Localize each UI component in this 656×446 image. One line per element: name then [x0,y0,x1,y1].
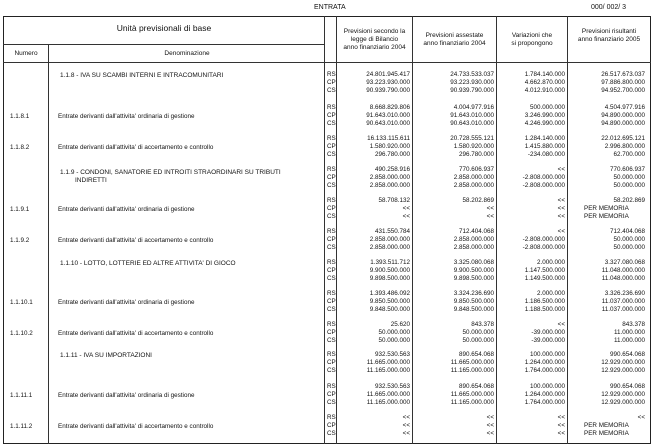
header-unita: Unità previsionali di base [116,23,212,33]
row-type-cs: CS [327,275,336,283]
row-type-cp: CP [327,359,336,367]
cell-value: << [557,414,565,421]
cell-value: 2.858.000.000 [369,236,410,244]
cell-value: 1.149.500.000 [524,275,565,283]
row-type-cp: CP [327,112,336,120]
cell-value: 500.000.000 [529,104,565,111]
cell-value: 712.404.068 [458,228,494,235]
cell-value: 16.133.115.611 [367,135,410,142]
cell-value: 1.393.511.712 [370,259,410,266]
cell-value: 9.898.500.000 [453,275,494,283]
cell-value: 50.000.000 [613,174,645,182]
cell-value: << [402,414,410,421]
row-heading-cont: INDIRETTI [75,177,107,184]
cell-value: 58.202.869 [613,197,645,204]
cell-value: 1.415.880.000 [524,143,565,151]
header-variazioni: Variazioni che si propongono [511,32,553,47]
row-type-cp: CP [327,391,336,399]
row-heading: 1.1.10 - LOTTO, LOTTERIE ED ALTRE ATTIVITA' DI GIOCO [60,260,236,267]
row-description: Entrate derivanti dall'attivita' di accertamento e controllo [58,423,214,430]
row-heading: 1.1.9 - CONDONI, SANATORIE ED INTROITI STRAORDINARI SU TRIBUTI [60,169,281,176]
cell-value: 58.202.869 [462,197,494,204]
cell-value: 3.327.080.068 [604,259,645,266]
cell-value: 3.326.236.690 [604,290,645,297]
row-type-rs: RS [327,104,336,111]
row-type-rs: RS [327,351,336,358]
cell-value: 1.188.500.000 [524,306,565,314]
cell-value: 11.665.000.000 [366,359,410,367]
cell-value: -2.808.000.000 [522,244,565,252]
header-bottom-line [3,62,651,63]
cell-value: 93.223.930.000 [450,79,494,87]
cell-value: << [557,228,565,235]
row-number: 1.1.11.2 [10,423,33,430]
row-type-cp: CP [327,174,336,182]
cell-value: << [402,430,410,438]
cell-value: << [557,197,565,204]
cell-value: -2.808.000.000 [522,174,565,182]
row-type-rs: RS [327,383,336,390]
row-type-cs: CS [327,337,336,345]
cell-value: << [402,422,410,430]
cell-value: 843.378 [622,321,645,328]
cell-value: 97.886.800.000 [601,79,645,87]
row-number: 1.1.10.2 [10,330,33,337]
cell-value: 2.858.000.000 [453,174,494,182]
cell-value: 50.000.000 [378,329,410,337]
cell-value: << [486,414,494,421]
cell-value: 2.996.800.000 [604,143,645,151]
cell-value: 24.733.533.037 [450,71,494,78]
cell-value: -2.808.000.000 [522,236,565,244]
row-number: 1.1.11.1 [10,392,33,399]
row-type-cs: CS [327,120,336,128]
row-type-rs: RS [327,71,336,78]
cell-value: 1.284.140.000 [524,135,565,142]
cell-value: 12.929.000.000 [601,399,645,407]
cell-value: 4.004.977.916 [453,104,494,111]
row-number: 1.1.8.1 [10,113,30,120]
row-type-rs: RS [327,321,336,328]
row-type-rs: RS [327,197,336,204]
cell-value: 24.801.945.417 [366,71,410,78]
header-prev-risultanti: Previsioni risultanti anno finanziario 2005 [577,28,641,43]
row-type-cs: CS [327,151,336,159]
row-type-cs: CS [327,244,336,252]
cell-value: -39.000.000 [531,329,565,337]
row-type-cp: CP [327,143,336,151]
cell-value: -2.808.000.000 [522,182,565,190]
row-description: Entrate derivanti dall'attivita' di accertamento e controllo [58,144,214,151]
header-numero: Numero [14,50,38,57]
cell-value: 2.858.000.000 [453,182,494,190]
row-description: Entrate derivanti dall'attivita' ordinaria di gestione [58,206,195,213]
cell-value: 2.858.000.000 [453,244,494,252]
cell-value: << [486,430,494,438]
row-type-rs: RS [327,135,336,142]
cell-value: 3.325.080.068 [453,259,494,266]
row-number: 1.1.8.2 [10,144,30,151]
cell-value: 490.258.916 [374,166,410,173]
cell-value: 94.890.000.000 [601,120,645,128]
cell-value: 50.000.000 [378,337,410,345]
cell-value: 4.246.990.000 [524,120,565,128]
cell-value: 296.780.000 [458,151,494,159]
cell-value-memoria: PER MEMORIA [584,430,629,438]
cell-value: 50.000.000 [462,337,494,345]
cell-value: 50.000.000 [613,244,645,252]
row-type-cp: CP [327,267,336,275]
cell-value: 50.000.000 [613,236,645,244]
cell-value-memoria: PER MEMORIA [584,205,629,213]
cell-value: 9.900.500.000 [453,267,494,275]
row-type-cs: CS [327,367,336,375]
cell-value: 9.848.500.000 [453,306,494,314]
cell-value: 1.580.920.000 [369,143,410,151]
cell-value: 932.530.563 [374,383,410,390]
cell-value-memoria: PER MEMORIA [584,422,629,430]
cell-value: 770.606.937 [458,166,494,173]
cell-value: 12.929.000.000 [601,391,645,399]
row-type-cs: CS [327,87,336,95]
cell-value: 22.012.695.121 [601,135,645,142]
cell-value: 712.404.068 [609,228,645,235]
row-type-cp: CP [327,205,336,213]
row-type-cs: CS [327,182,336,190]
cell-value: 94.952.700.000 [601,87,645,95]
cell-value: 431.550.784 [374,228,410,235]
cell-value: 50.000.000 [613,182,645,190]
cell-value: 25.620 [390,321,410,328]
cell-value: 9.850.500.000 [369,298,410,306]
cell-value: << [486,213,494,221]
cell-value: 91.643.010.000 [366,112,410,120]
cell-value: 62.700.000 [613,151,645,159]
cell-value: 11.665.000.000 [450,359,494,367]
cell-value: 90.939.790.000 [366,87,410,95]
header-prev-bilancio: Previsioni secondo la legge di Bilancio anno finanziario 2004 [343,28,406,51]
cell-value-memoria: PER MEMORIA [584,213,629,221]
row-description: Entrate derivanti dall'attivita' di accertamento e controllo [58,330,214,337]
column-divider [567,16,568,444]
cell-value: 26.517.673.037 [601,71,645,78]
cell-value: 4.662.870.000 [524,79,565,87]
cell-value: << [557,205,565,213]
cell-value: 890.654.068 [458,351,494,358]
page-title: ENTRATA [314,4,346,11]
cell-value: 843.378 [471,321,494,328]
row-type-cs: CS [327,306,336,314]
row-type-cs: CS [327,399,336,407]
cell-value: 2.858.000.000 [369,182,410,190]
cell-value: 2.858.000.000 [369,174,410,182]
cell-value: 770.606.937 [609,166,645,173]
cell-value: 94.890.000.000 [601,112,645,120]
cell-value: 9.900.500.000 [369,267,410,275]
row-type-cp: CP [327,422,336,430]
cell-value: 2.000.000 [536,290,565,297]
header-prev-assestate: Previsioni assestate anno finanziario 2004 [423,32,486,47]
cell-value: 3.324.236.690 [453,290,494,297]
cell-value: 1.580.920.000 [453,143,494,151]
cell-value: 11.665.000.000 [450,391,494,399]
cell-value: 4.504.977.916 [604,104,645,111]
cell-value: 1.393.486.092 [369,290,410,297]
cell-value: << [557,213,565,221]
row-type-rs: RS [327,166,336,173]
row-number: 1.1.9.1 [10,206,30,213]
header-divider [3,44,324,45]
column-divider [48,45,49,444]
page-reference: 000/ 002/ 3 [591,4,627,11]
cell-value: 932.530.563 [374,351,410,358]
cell-value: 11.037.000.000 [601,298,645,306]
cell-value: 2.858.000.000 [453,236,494,244]
cell-value: 11.165.000.000 [366,367,410,375]
cell-value: 1.764.000.000 [524,367,565,375]
row-description: Entrate derivanti dall'attivita' ordinaria di gestione [58,113,195,120]
cell-value: 1.147.500.000 [524,267,565,275]
cell-value: 11.037.000.000 [601,306,645,314]
row-number: 1.1.10.1 [10,299,33,306]
cell-value: << [557,422,565,430]
row-type-cs: CS [327,430,336,438]
row-type-cp: CP [327,329,336,337]
cell-value: 2.858.000.000 [369,244,410,252]
cell-value: 8.668.829.806 [369,104,410,111]
row-type-cs: CS [327,213,336,221]
row-description: Entrate derivanti dall'attivita' di accertamento e controllo [58,237,214,244]
cell-value: 990.654.068 [609,351,645,358]
cell-value: << [557,430,565,438]
cell-value: 296.780.000 [374,151,410,159]
header-denominazione: Denominazione [164,50,210,57]
row-type-rs: RS [327,290,336,297]
cell-value: 9.850.500.000 [453,298,494,306]
cell-value: 11.000.000 [613,337,645,345]
column-divider [412,16,413,444]
cell-value: << [557,166,565,173]
cell-value: << [557,321,565,328]
row-type-rs: RS [327,414,336,421]
row-heading: 1.1.11 - IVA SU IMPORTAZIONI [60,352,152,359]
row-type-cp: CP [327,79,336,87]
row-type-rs: RS [327,259,336,266]
cell-value: 91.643.010.000 [450,112,494,120]
cell-value: -234.080.000 [527,151,565,159]
cell-value: << [402,213,410,221]
cell-value: 1.186.500.000 [524,298,565,306]
row-description: Entrate derivanti dall'attivita' ordinaria di gestione [58,299,195,306]
cell-value: 1.784.140.000 [524,71,565,78]
cell-value: 12.929.000.000 [601,359,645,367]
cell-value: 90.643.010.000 [366,120,410,128]
cell-value: 58.708.132 [378,197,410,204]
cell-value: 990.654.068 [609,383,645,390]
cell-value: 100.000.000 [529,383,565,390]
cell-value: 9.898.500.000 [369,275,410,283]
cell-value: 3.246.990.000 [524,112,565,120]
cell-value: 1.764.000.000 [524,399,565,407]
row-heading: 1.1.8 - IVA SU SCAMBI INTERNI E INTRACOMUNITARI [60,72,224,79]
cell-value: 20.728.555.121 [450,135,494,142]
cell-value: << [486,205,494,213]
cell-value: 9.848.500.000 [369,306,410,314]
cell-value: -39.000.000 [531,337,565,345]
cell-value: 11.165.000.000 [450,399,494,407]
cell-value: 1.264.000.000 [524,359,565,367]
cell-value: 100.000.000 [529,351,565,358]
cell-value: << [486,422,494,430]
cell-value: 11.000.000 [613,329,645,337]
row-type-cp: CP [327,298,336,306]
cell-value: 12.929.000.000 [601,367,645,375]
cell-value: 2.000.000 [536,259,565,266]
cell-value: 90.643.010.000 [450,120,494,128]
row-type-rs: RS [327,228,336,235]
cell-value: 11.048.000.000 [601,267,645,275]
row-number: 1.1.9.2 [10,237,30,244]
cell-value: 90.939.790.000 [450,87,494,95]
cell-value: 11.665.000.000 [366,391,410,399]
cell-value: 93.223.930.000 [366,79,410,87]
cell-value: 11.048.000.000 [601,275,645,283]
column-divider [324,16,325,444]
cell-value: 50.000.000 [462,329,494,337]
cell-value: << [637,414,645,421]
cell-value: 11.165.000.000 [450,367,494,375]
cell-value: 1.264.000.000 [524,391,565,399]
row-type-cp: CP [327,236,336,244]
cell-value: 11.165.000.000 [366,399,410,407]
cell-value: 4.012.910.000 [524,87,565,95]
row-description: Entrate derivanti dall'attivita' ordinaria di gestione [58,392,195,399]
cell-value: << [402,205,410,213]
cell-value: 890.654.068 [458,383,494,390]
